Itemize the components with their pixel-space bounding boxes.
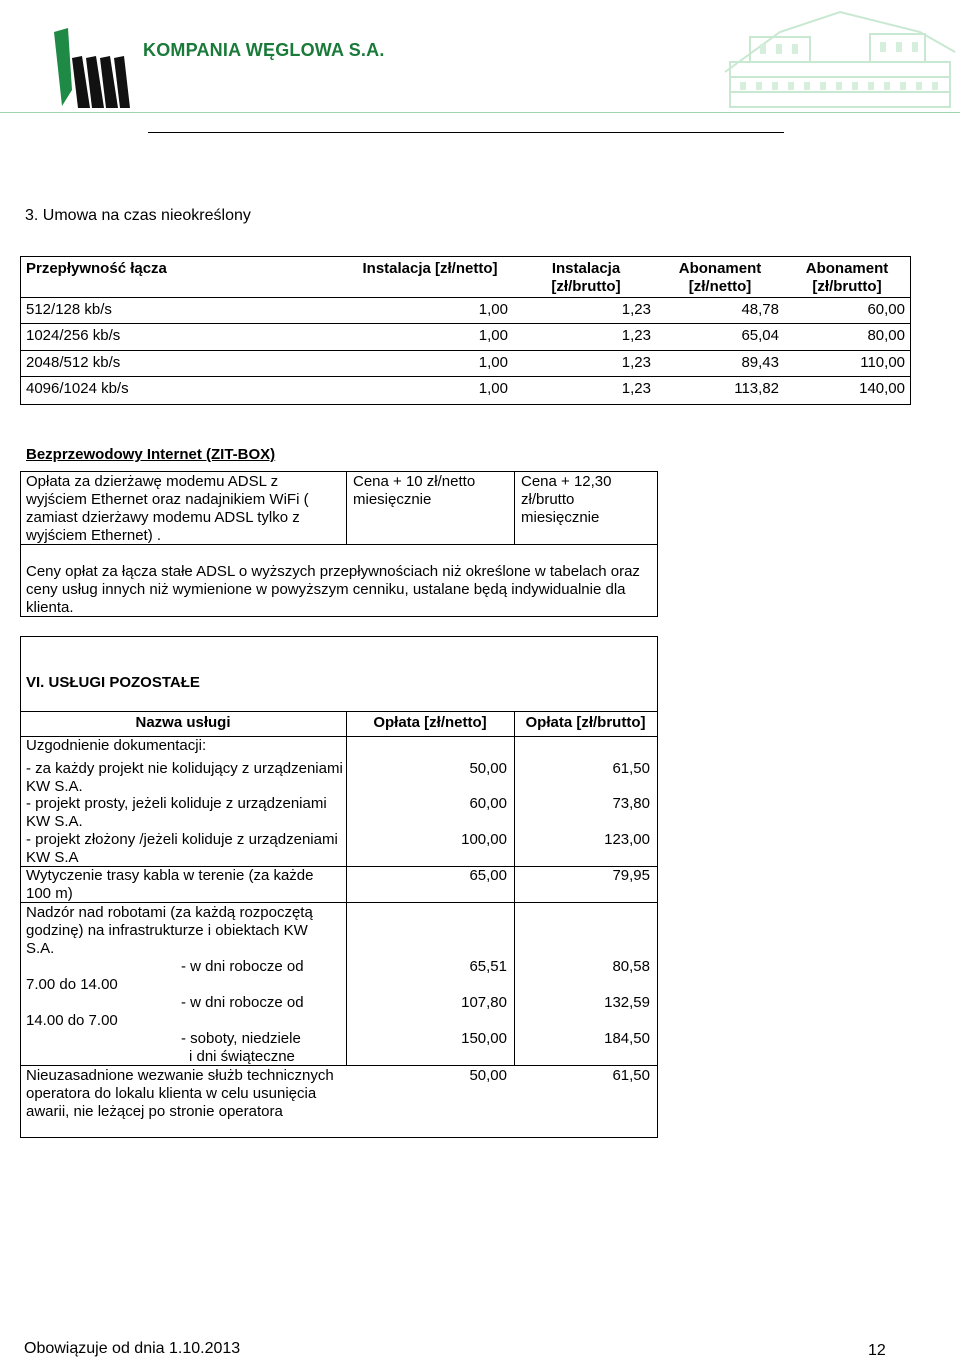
header-sub-netto: Abonament [zł/netto] — [678, 260, 762, 295]
fee-brutto: 79,95 — [612, 867, 650, 884]
header-service-name: Nazwa usługi — [135, 714, 231, 731]
section-6-title: VI. USŁUGI POZOSTAŁE — [26, 674, 200, 691]
zitbox-title: Bezprzewodowy Internet (ZIT-BOX) — [26, 446, 276, 463]
price-cell: 1,23 — [621, 327, 651, 344]
supervision-period: - w dni robocze od — [181, 958, 304, 975]
price-cell: 89,43 — [741, 354, 779, 371]
header-fee-brutto: Opłata [zł/brutto] — [525, 714, 646, 731]
fee-netto: 65,00 — [469, 867, 507, 884]
fee-brutto: 61,50 — [612, 760, 650, 777]
fee-netto: 65,51 — [469, 958, 507, 975]
price-cell: 48,78 — [741, 301, 779, 318]
fee-netto: 50,00 — [469, 760, 507, 777]
throughput-cell: 2048/512 kb/s — [26, 354, 121, 371]
fee-brutto: 73,80 — [612, 795, 650, 812]
fee-netto: 60,00 — [469, 795, 507, 812]
price-cell: 1,00 — [478, 380, 508, 397]
price-cell: 1,23 — [621, 301, 651, 318]
header-sub-brutto: Abonament [zł/brutto] — [805, 260, 889, 295]
supervision-hours: i dni świąteczne — [189, 1048, 295, 1065]
supervision-period: - soboty, niedziele — [181, 1030, 301, 1047]
fee-brutto: 184,50 — [604, 1030, 650, 1047]
header-install-brutto: Instalacja [zł/brutto] — [551, 260, 621, 295]
page-number: 12 — [868, 1342, 886, 1359]
header-fee-netto: Opłata [zł/netto] — [373, 714, 487, 731]
company-name: KOMPANIA WĘGLOWA S.A. — [143, 40, 385, 60]
price-cell: 60,00 — [867, 301, 905, 318]
zitbox-price-netto: Cena + 10 zł/netto miesięcznie — [353, 473, 476, 508]
header-black-rule — [148, 132, 784, 133]
service-name: - projekt złożony /jeżeli koliduje z urządzeniami KW S.A — [26, 831, 338, 866]
fee-netto: 107,80 — [461, 994, 507, 1011]
zitbox-description: Opłata za dzierżawę modemu ADSL z wyjściem Ethernet oraz nadajnikiem WiFi ( zamiast dzierżawy modemu ADSL tylko z wyjściem Ethernet) . — [26, 473, 309, 544]
throughput-cell: 4096/1024 kb/s — [26, 380, 129, 397]
fee-brutto: 123,00 — [604, 831, 650, 848]
header-throughput: Przepływność łącza — [26, 260, 167, 277]
fee-netto: 100,00 — [461, 831, 507, 848]
header-green-rule — [0, 112, 960, 113]
service-name: - za każdy projekt nie kolidujący z urządzeniami KW S.A. — [26, 760, 343, 795]
pricing-note: Ceny opłat za łącza stałe ADSL o wyższych przepływnościach niż określone w tabelach oraz ceny usług innych niż wymienione w powyższym cenniku, ustalane będą indywidualnie dla klienta. — [26, 563, 640, 616]
fee-brutto: 61,50 — [612, 1067, 650, 1084]
supervision-period: - w dni robocze od — [181, 994, 304, 1011]
price-cell: 1,23 — [621, 380, 651, 397]
service-name: Nieuzasadnione wezwanie służb technicznych operatora do lokalu klienta w celu usunięcia awarii, nie leżącej po stronie operatora — [26, 1067, 334, 1120]
supervision-label: Nadzór nad robotami (za każdą rozpoczętą godzinę) na infrastrukturze i obiektach KW S.A. — [26, 904, 313, 957]
price-cell: 110,00 — [860, 354, 905, 371]
supervision-hours: 14.00 do 7.00 — [26, 1012, 118, 1029]
docs-label: Uzgodnienie dokumentacji: — [26, 737, 207, 754]
building-watermark — [720, 2, 960, 114]
valid-from: Obowiązuje od dnia 1.10.2013 — [24, 1340, 241, 1357]
price-cell: 80,00 — [867, 327, 905, 344]
price-cell: 113,82 — [734, 380, 779, 397]
price-cell: 1,23 — [621, 354, 651, 371]
price-cell: 1,00 — [478, 301, 508, 318]
fee-netto: 50,00 — [469, 1067, 507, 1084]
fee-brutto: 132,59 — [604, 994, 650, 1011]
throughput-cell: 512/128 kb/s — [26, 301, 112, 318]
price-cell: 140,00 — [859, 380, 905, 397]
service-name: - projekt prosty, jeżeli koliduje z urządzeniami KW S.A. — [26, 795, 327, 830]
fee-netto: 150,00 — [461, 1030, 507, 1047]
section-3-title: 3. Umowa na czas nieokreślony — [25, 207, 251, 224]
header-install-netto: Instalacja [zł/netto] — [362, 260, 498, 277]
throughput-cell: 1024/256 kb/s — [26, 327, 121, 344]
service-name: Wytyczenie trasy kabla w terenie (za każde 100 m) — [26, 867, 314, 902]
company-logo — [50, 28, 132, 110]
supervision-hours: 7.00 do 14.00 — [26, 976, 118, 993]
price-cell: 1,00 — [478, 354, 508, 371]
fee-brutto: 80,58 — [612, 958, 650, 975]
price-cell: 1,00 — [478, 327, 508, 344]
price-cell: 65,04 — [741, 327, 779, 344]
zitbox-price-brutto: Cena + 12,30 zł/brutto miesięcznie — [521, 473, 612, 526]
